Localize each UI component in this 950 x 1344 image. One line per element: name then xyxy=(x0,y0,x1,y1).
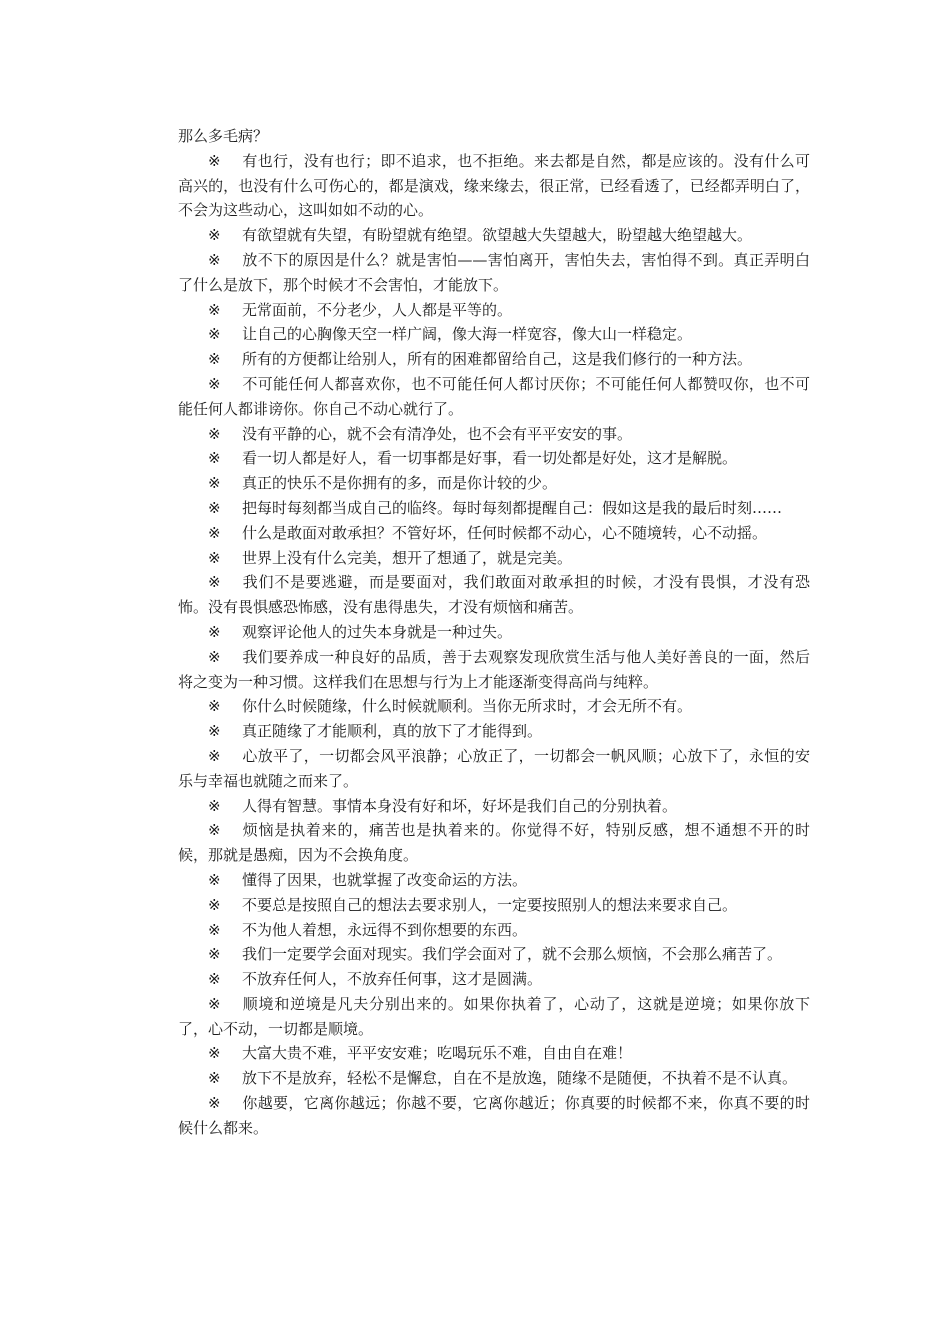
quote-text: 人得有智慧。事情本身没有好和坏，好坏是我们自己的分别执着。 xyxy=(242,796,678,815)
reference-mark-icon: ※ xyxy=(208,498,221,517)
quote-text: 大富大贵不难，平平安安难；吃喝玩乐不难，自由自在难！ xyxy=(242,1044,633,1063)
reference-mark-icon: ※ xyxy=(208,449,221,468)
quote-item xyxy=(178,868,810,893)
quote-text: 看一切人都是好人，看一切事都是好事，看一切处都是好处，这才是解脱。 xyxy=(242,449,738,468)
reference-mark-icon: ※ xyxy=(208,647,221,666)
reference-mark-icon: ※ xyxy=(208,573,221,592)
reference-mark-icon: ※ xyxy=(208,374,221,393)
reference-mark-icon: ※ xyxy=(208,350,221,369)
quote-text: 放不下的原因是什么？就是害怕——害怕离开，害怕失去，害怕得不到。真正弄明白了什么是放下，那个时候才不会害怕，才能放下。 xyxy=(178,250,810,294)
quote-item xyxy=(178,570,810,620)
quote-item xyxy=(178,893,810,918)
quote-item xyxy=(178,248,810,298)
quote-item xyxy=(178,546,810,571)
quote-item xyxy=(178,347,810,372)
quote-text: 不为他人着想，永远得不到你想要的东西。 xyxy=(242,920,528,939)
quote-item xyxy=(178,298,810,323)
quote-text: 观察评论他人的过失本身就是一种过失。 xyxy=(242,622,513,641)
quote-text: 有欲望就有失望，有盼望就有绝望。欲望越大失望越大，盼望越大绝望越大。 xyxy=(242,226,753,245)
quote-text: 有也行，没有也行；即不追求，也不拒绝。来去都是自然，都是应该的。没有什么可高兴的，也没有什么可伤心的，都是演戏，缘来缘去，很正常，已经看透了，已经都弄明白了，不会为这些动心，这叫如如不动的心。 xyxy=(178,151,810,220)
quote-text: 什么是敢面对敢承担？不管好坏，任何时候都不动心，心不随境转，心不动摇。 xyxy=(242,523,768,542)
reference-mark-icon: ※ xyxy=(208,920,221,939)
quote-item xyxy=(178,744,810,794)
reference-mark-icon: ※ xyxy=(208,1044,221,1063)
reference-mark-icon: ※ xyxy=(208,697,221,716)
quote-text: 不要总是按照自己的想法去要求别人，一定要按照别人的想法来要求自己。 xyxy=(242,895,738,914)
quote-item xyxy=(178,694,810,719)
quote-text: 把每时每刻都当成自己的临终。每时每刻都提醒自己：假如这是我的最后时刻…… xyxy=(242,498,783,517)
quote-item xyxy=(178,471,810,496)
quote-item xyxy=(178,620,810,645)
quote-item xyxy=(178,719,810,744)
quote-text: 没有平静的心，就不会有清净处，也不会有平平安安的事。 xyxy=(242,424,633,443)
quote-item xyxy=(178,794,810,819)
quote-text: 烦恼是执着来的，痛苦也是执着来的。你觉得不好，特别反感，想不通想不开的时候，那就是愚痴，因为不会换角度。 xyxy=(178,821,810,865)
quote-text: 心放平了，一切都会风平浪静；心放正了，一切都会一帆风顺；心放下了，永恒的安乐与幸福也就随之而来了。 xyxy=(178,746,810,790)
quote-item xyxy=(178,918,810,943)
reference-mark-icon: ※ xyxy=(208,325,221,344)
reference-mark-icon: ※ xyxy=(208,994,221,1013)
reference-mark-icon: ※ xyxy=(208,424,221,443)
quote-text: 不放弃任何人，不放弃任何事，这才是圆满。 xyxy=(242,970,543,989)
quote-text: 无常面前，不分老少，人人都是平等的。 xyxy=(242,300,513,319)
reference-mark-icon: ※ xyxy=(208,970,221,989)
reference-mark-icon: ※ xyxy=(208,523,221,542)
quote-item xyxy=(178,372,810,422)
quote-text: 放下不是放弃，轻松不是懈怠，自在不是放逸，随缘不是随便，不执着不是不认真。 xyxy=(242,1069,798,1088)
quote-text: 你越要，它离你越远；你越不要，它离你越近；你真要的时候都不来，你真不要的时候什么都来。 xyxy=(178,1094,810,1137)
quote-item xyxy=(178,967,810,992)
quote-item xyxy=(178,322,810,347)
intro-line: 那么多毛病？ xyxy=(178,127,269,145)
quote-text: 所有的方便都让给别人，所有的困难都留给自己，这是我们修行的一种方法。 xyxy=(242,350,753,369)
quote-text: 顺境和逆境是凡夫分别出来的。如果你执着了，心动了，这就是逆境；如果你放下了，心不动，一切都是顺境。 xyxy=(178,994,810,1038)
quote-text: 让自己的心胸像天空一样广阔，像大海一样宽容，像大山一样稳定。 xyxy=(242,325,693,344)
reference-mark-icon: ※ xyxy=(208,746,221,765)
quote-item xyxy=(178,1041,810,1066)
quote-item xyxy=(178,149,810,223)
quote-item xyxy=(178,992,810,1042)
quote-text: 我们要养成一种良好的品质，善于去观察发现欣赏生活与他人美好善良的一面，然后将之变为一种习惯。这样我们在思想与行为上才能逐渐变得高尚与纯粹。 xyxy=(178,647,810,691)
quote-item xyxy=(178,1091,810,1141)
reference-mark-icon: ※ xyxy=(208,1094,221,1113)
quote-text: 懂得了因果，也就掌握了改变命运的方法。 xyxy=(242,870,528,889)
reference-mark-icon: ※ xyxy=(208,151,221,170)
reference-mark-icon: ※ xyxy=(208,945,221,964)
quote-text: 我们一定要学会面对现实。我们学会面对了，就不会那么烦恼，不会那么痛苦了。 xyxy=(242,945,783,964)
reference-mark-icon: ※ xyxy=(208,250,221,269)
quote-item xyxy=(178,496,810,521)
reference-mark-icon: ※ xyxy=(208,796,221,815)
quote-item xyxy=(178,223,810,248)
quote-text: 你什么时候随缘，什么时候就顺利。当你无所求时，才会无所不有。 xyxy=(242,697,693,716)
reference-mark-icon: ※ xyxy=(208,622,221,641)
quote-text: 我们不是要逃避，而是要面对，我们敢面对敢承担的时候，才没有畏惧，才没有恐怖。没有畏惧感恐怖感，没有患得患失，才没有烦恼和痛苦。 xyxy=(178,573,810,617)
quote-item xyxy=(178,446,810,471)
reference-mark-icon: ※ xyxy=(208,300,221,319)
quote-item xyxy=(178,1066,810,1091)
document-page xyxy=(178,124,810,1141)
quote-item xyxy=(178,422,810,447)
quote-text: 世界上没有什么完美，想开了想通了，就是完美。 xyxy=(242,548,573,567)
reference-mark-icon: ※ xyxy=(208,226,221,245)
reference-mark-icon: ※ xyxy=(208,821,221,840)
quote-text: 真正随缘了才能顺利，真的放下了才能得到。 xyxy=(242,722,543,741)
quote-item xyxy=(178,818,810,868)
quote-text: 真正的快乐不是你拥有的多，而是你计较的少。 xyxy=(242,474,558,493)
quote-list xyxy=(178,149,810,1141)
quote-text: 不可能任何人都喜欢你，也不可能任何人都讨厌你；不可能任何人都赞叹你，也不可能任何人都诽谤你。你自己不动心就行了。 xyxy=(178,374,810,418)
reference-mark-icon: ※ xyxy=(208,1069,221,1088)
reference-mark-icon: ※ xyxy=(208,548,221,567)
reference-mark-icon: ※ xyxy=(208,895,221,914)
reference-mark-icon: ※ xyxy=(208,870,221,889)
reference-mark-icon: ※ xyxy=(208,474,221,493)
quote-item xyxy=(178,645,810,695)
quote-item xyxy=(178,521,810,546)
quote-item xyxy=(178,942,810,967)
reference-mark-icon: ※ xyxy=(208,722,221,741)
